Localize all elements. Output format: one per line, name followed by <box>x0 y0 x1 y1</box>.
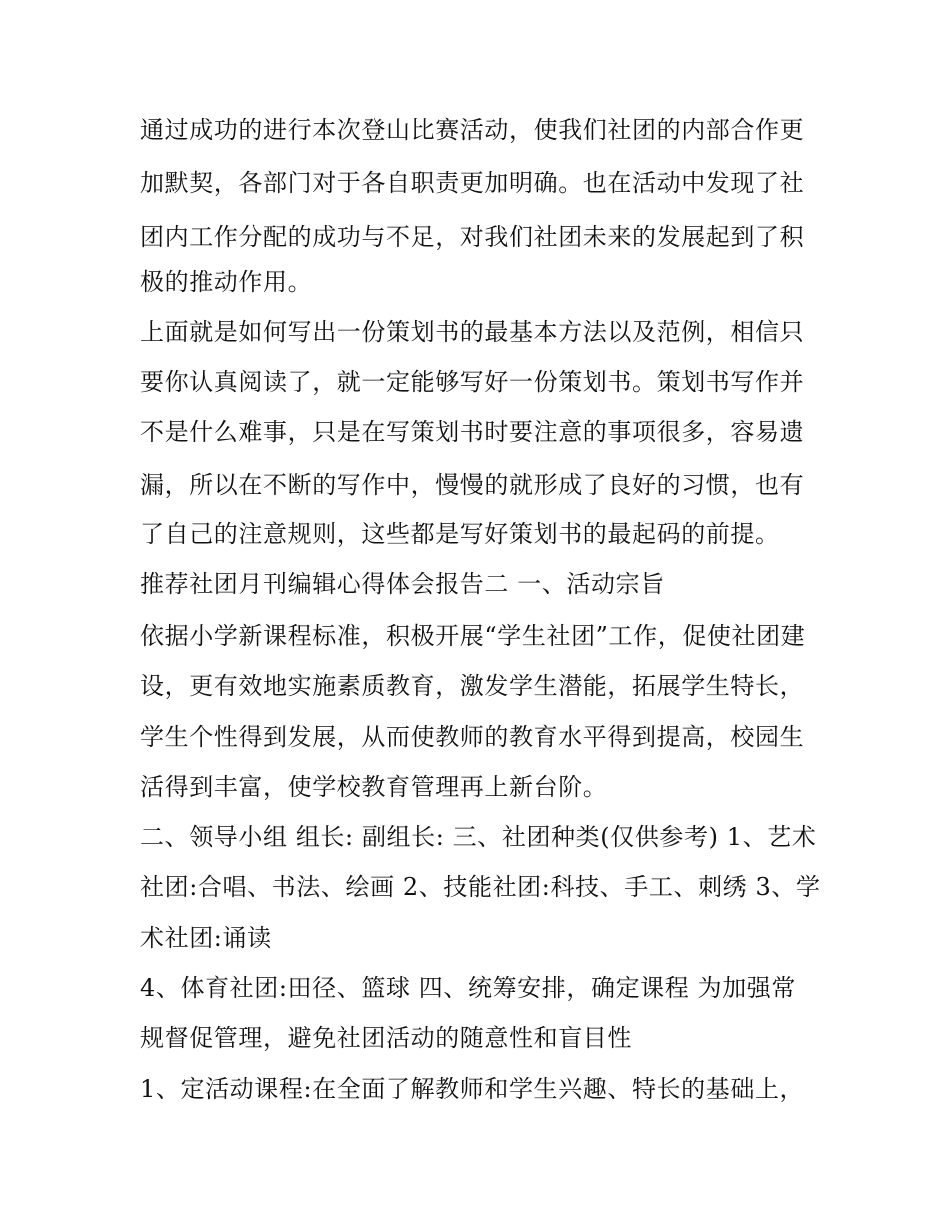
text-line: 上面就是如何写出一份策划书的最基本方法以及范例，相信只 <box>140 318 805 346</box>
text-line: 不是什么难事，只是在写策划书时要注意的事项很多，容易遗 <box>140 418 805 446</box>
text-line: 学生个性得到发展，从而使教师的教育水平得到提高，校园生 <box>140 723 805 751</box>
text-line: 依据小学新课程标准，积极开展“学生社团”工作，促使社团建 <box>140 622 806 650</box>
text-line: 漏，所以在不断的写作中，慢慢的就形成了良好的习惯，也有 <box>140 471 805 499</box>
text-line: 活得到丰富，使学校教育管理再上新台阶。 <box>140 773 608 801</box>
text-line: 极的推动作用。 <box>140 268 313 296</box>
text-line: 通过成功的进行本次登山比赛活动，使我们社团的内部合作更 <box>140 116 805 144</box>
text-line: 4、体育社团:田径、篮球 四、统筹安排，确定课程 为加强常 <box>140 974 797 1002</box>
text-line: 加默契，各部门对于各自职责更加明确。也在活动中发现了社 <box>140 169 805 197</box>
text-line: 社团:合唱、书法、绘画 2、技能社团:科技、手工、刺绣 3、学 <box>140 873 821 901</box>
text-line: 团内工作分配的成功与不足，对我们社团未来的发展起到了积 <box>140 223 805 251</box>
text-line: 推荐社团月刊编辑心得体会报告二 一、活动宗旨 <box>140 570 665 598</box>
text-line: 规督促管理，避免社团活动的随意性和盲目性 <box>140 1024 632 1052</box>
text-line: 设，更有效地实施素质教育，激发学生潜能，拓展学生特长， <box>140 672 805 700</box>
text-line: 了自己的注意规则，这些都是写好策划书的最起码的前提。 <box>140 520 780 548</box>
text-line: 术社团:诵读 <box>140 924 272 952</box>
text-line: 1、定活动课程:在全面了解教师和学生兴趣、特长的基础上， <box>140 1075 805 1103</box>
text-line: 二、领导小组 组长: 副组长: 三、社团种类(仅供参考) 1、艺术 <box>140 823 817 851</box>
text-line: 要你认真阅读了，就一定能够写好一份策划书。策划书写作并 <box>140 368 805 396</box>
